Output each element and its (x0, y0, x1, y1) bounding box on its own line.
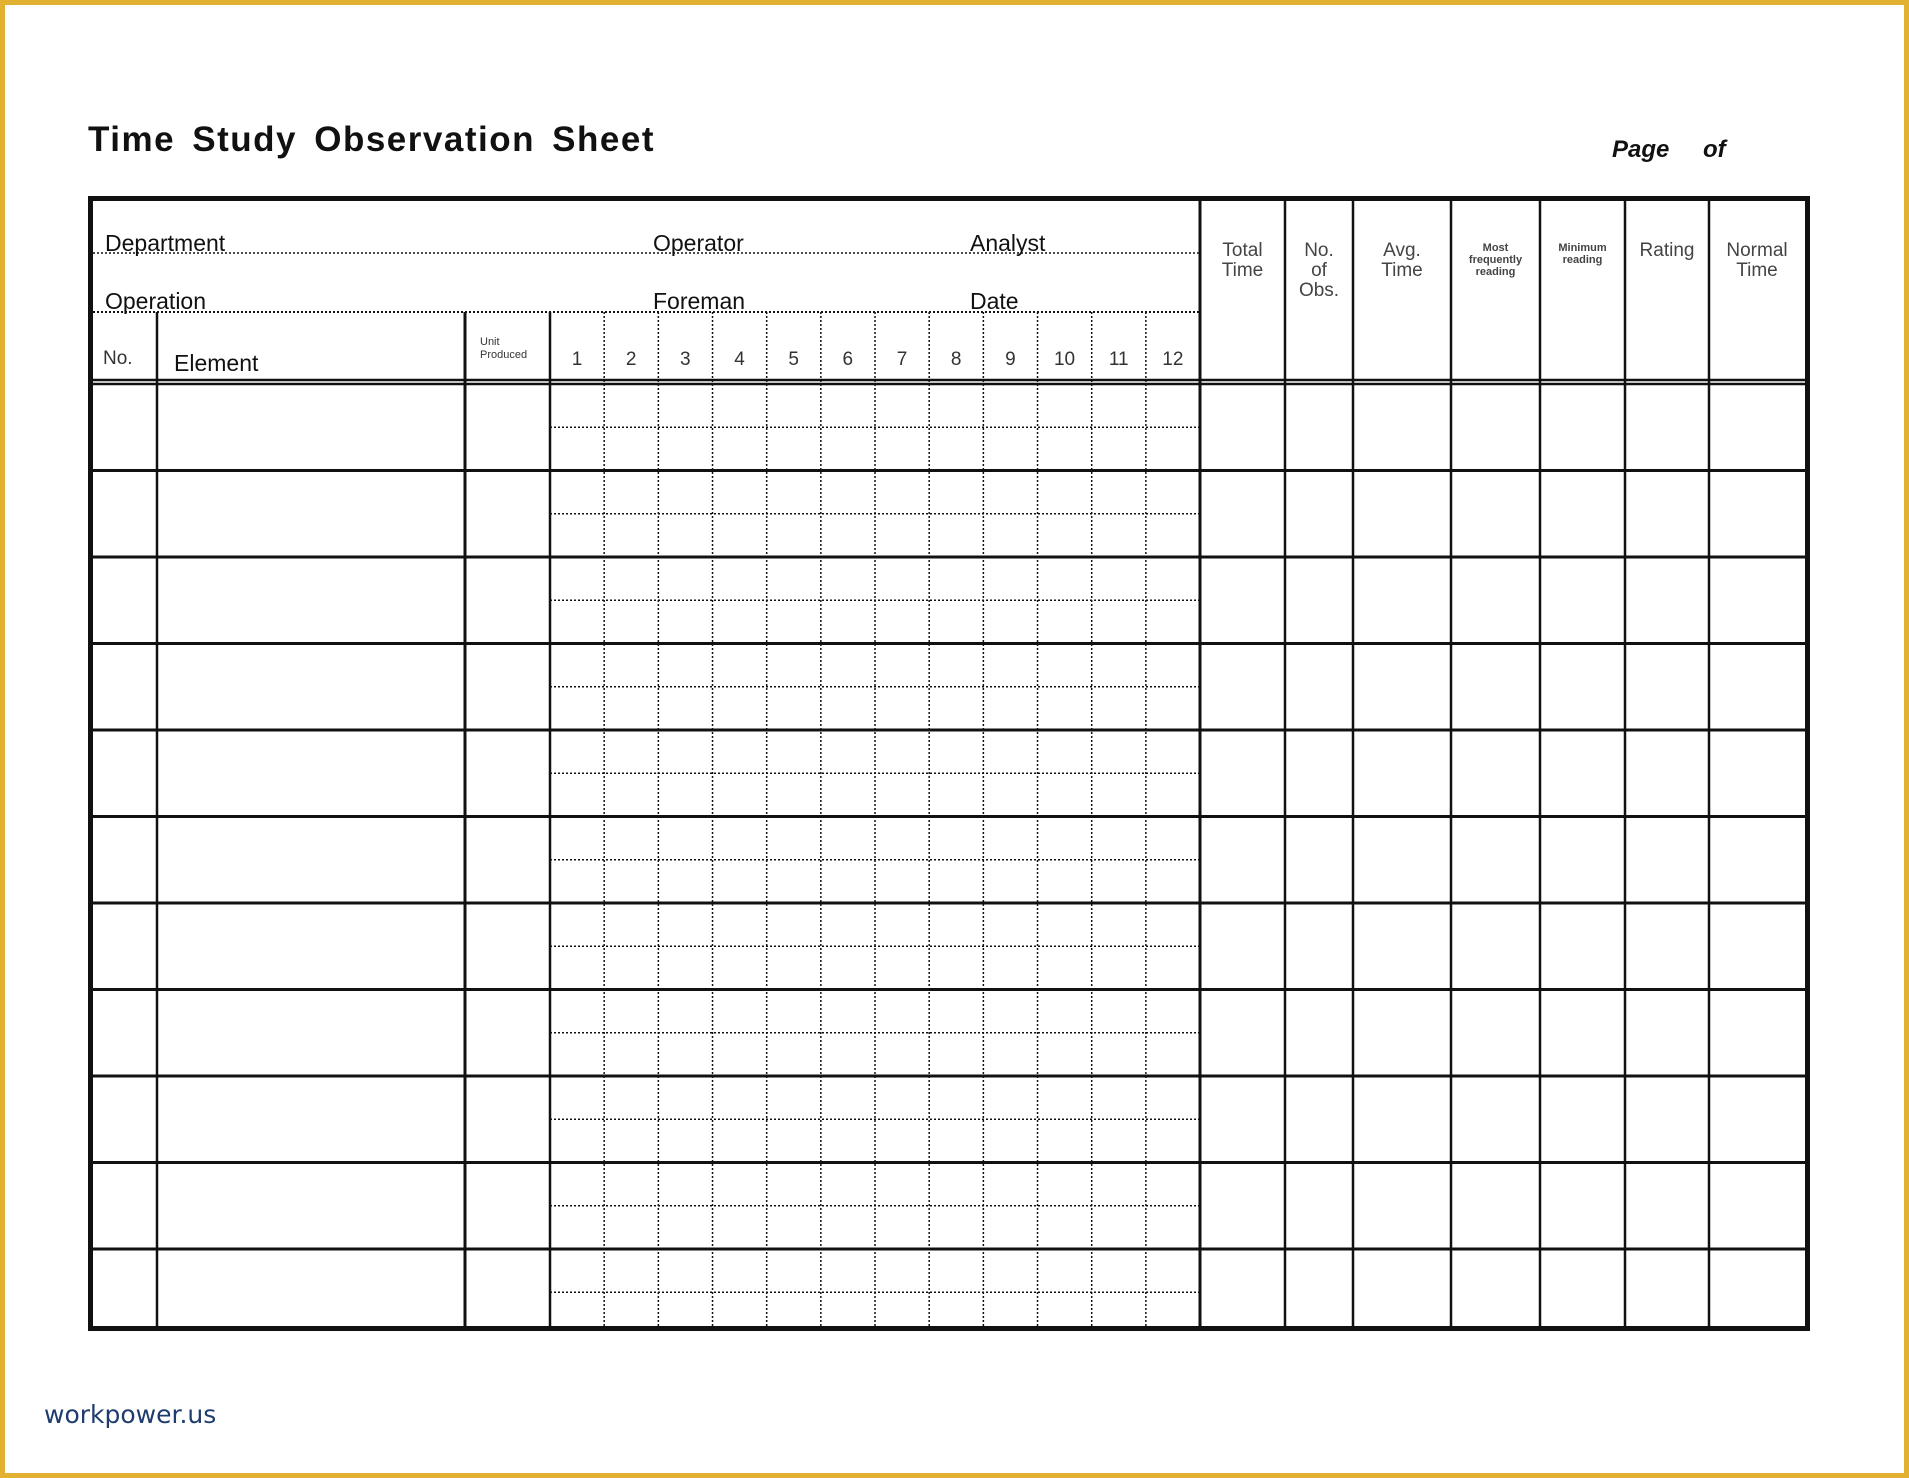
observation-number-12: 12 (1162, 349, 1184, 370)
observation-number-3: 3 (680, 349, 691, 370)
operator-label: Operator (653, 230, 744, 256)
observation-number-11: 11 (1108, 349, 1129, 370)
date-label: Date (970, 288, 1019, 314)
observation-number-7: 7 (896, 349, 908, 370)
no-column-header: No. (103, 348, 133, 369)
minimum-reading-header: Minimum reading (1558, 242, 1607, 266)
observation-number-9: 9 (1005, 349, 1016, 370)
element-column-header: Element (174, 350, 259, 376)
watermark: workpower.us (44, 1400, 217, 1429)
observation-number-2: 2 (625, 349, 637, 370)
of-label: of (1703, 136, 1726, 163)
document-title: Time Study Observation Sheet (88, 120, 655, 159)
operation-label: Operation (105, 288, 207, 314)
rating-header: Rating (1639, 240, 1695, 261)
observation-number-1: 1 (571, 349, 583, 370)
foreman-label: Foreman (653, 288, 746, 314)
observation-table (88, 196, 1810, 1331)
observation-number-6: 6 (842, 349, 854, 370)
avg-time-header: Avg. Time (1381, 240, 1423, 281)
normal-time-header: Normal Time (1726, 240, 1788, 281)
observation-number-4: 4 (734, 349, 745, 370)
department-label: Department (105, 230, 226, 256)
most-frequently-reading-header: Most frequently reading (1468, 242, 1523, 278)
no-of-obs-header: No. of Obs. (1298, 240, 1340, 301)
analyst-label: Analyst (970, 230, 1046, 256)
observation-number-8: 8 (950, 349, 962, 370)
observation-number-5: 5 (788, 349, 799, 370)
observation-number-10: 10 (1053, 349, 1076, 370)
page-label: Page (1612, 136, 1670, 163)
unit-produced-header: Unit Produced (480, 336, 528, 361)
total-time-header: Total Time (1221, 240, 1264, 281)
